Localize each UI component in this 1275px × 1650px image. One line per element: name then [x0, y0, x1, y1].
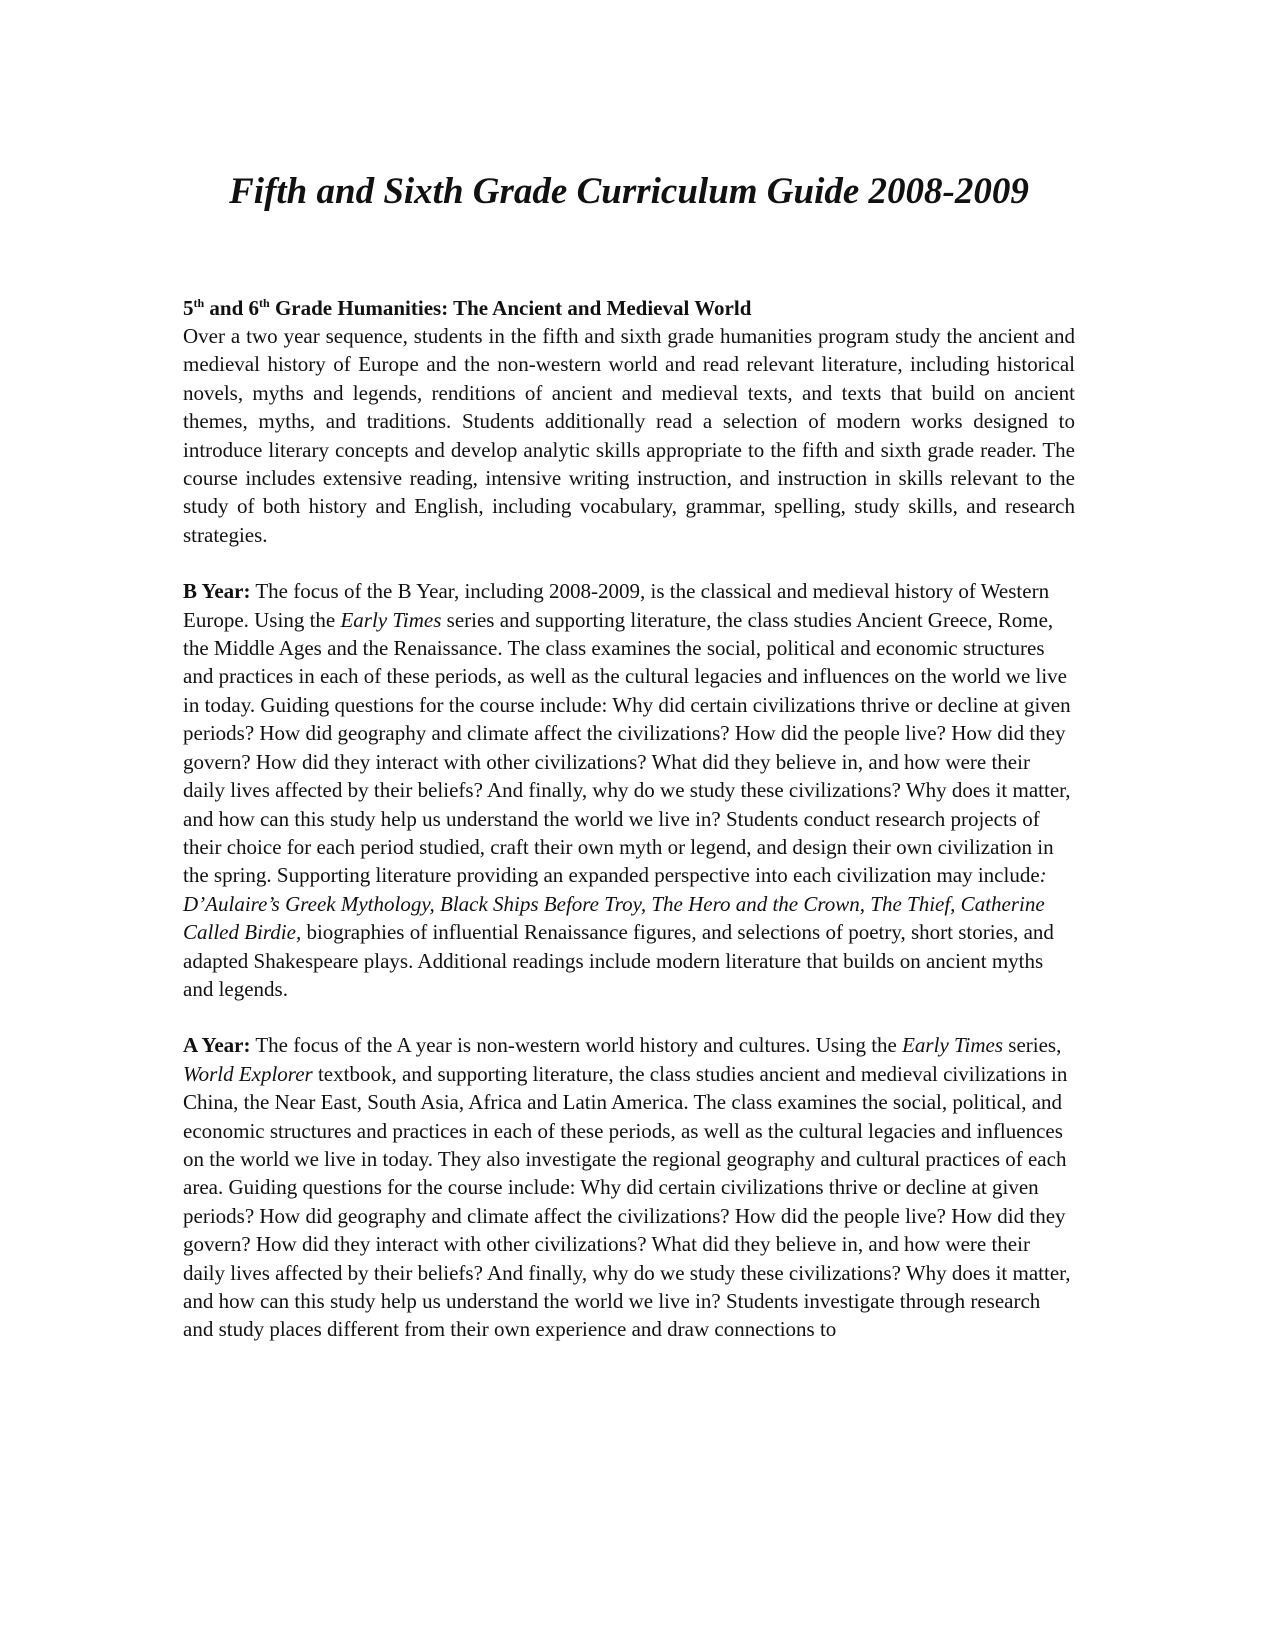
- b-year-text-2: series and supporting literature, the class studies Ancient Greece, Rome, the Middle Ages and the Renaissance. The class examines the social, political and economic structures and practices in each of these periods, as well as the cultural legacies and influences on the world we live in today. Guiding questions for the course include: Why did certain civilizations thrive or decline at given periods? How did geography and climate affect the civilizations? How did the people live? How did they govern? How did they interact with other civilizations? What did they believe in, and how were their daily lives affected by their beliefs? And finally, why do we study these civilizations? Why does it matter, and how can this study help us understand the world we live in? Students conduct research projects of their choice for each period studied, craft their own myth or legend, and design their own civilization in the spring. Supporting literature providing an expanded perspective into each civilization may include: [183, 607, 1071, 888]
- b-year-paragraph: [183, 577, 1075, 1003]
- document-page: [183, 168, 1075, 1344]
- b-year-text-3: biographies of influential Renaissance figures, and selections of poetry, short stories, and adapted Shakespeare plays. Additional readings include modern literature that builds on ancient myths and legends.: [183, 920, 1054, 1001]
- document-title: Fifth and Sixth Grade Curriculum Guide 2008-2009: [229, 171, 1029, 212]
- a-year-label: A Year:: [183, 1033, 251, 1058]
- b-year-italic-1: Early Times: [340, 607, 442, 632]
- a-year-text-3: textbook, and supporting literature, the class studies ancient and medieval civilizations in China, the Near East, South Asia, Africa and Latin America. The class examines the social, political, and economic structures and practices in each of these periods, as well as the cultural legacies and influences on the world we live in today. They also investigate the regional geography and cultural practices of each area. Guiding questions for the course include: Why did certain civilizations thrive or decline at given periods? How did geography and climate affect the civilizations? How did the people live? How did they govern? How did they interact with other civilizations? What did they believe in, and how were their daily lives affected by their beliefs? And finally, why do we study these civilizations? Why does it matter, and how can this study help us understand the world we live in? Students investigate through research and study places different from their own experience and draw connections to: [183, 1061, 1071, 1342]
- a-year-paragraph: [183, 1031, 1075, 1343]
- a-year-italic-1: Early Times: [902, 1033, 1004, 1058]
- section-heading: [183, 294, 1075, 322]
- b-year-label: B Year:: [183, 579, 251, 604]
- a-year-italic-2: World Explorer: [183, 1061, 313, 1086]
- heading-grade-five: 5: [183, 296, 194, 320]
- b-year-italic-2: : D’Aulaire’s Greek Mythology, Black Ships Before Troy, The Hero and the Crown, The Thief, Catherine Called Birdie,: [183, 863, 1047, 945]
- b-year-text-1: The focus of the B Year, including 2008-2009, is the classical and medieval history of Western Europe. Using the: [183, 579, 1050, 632]
- a-year-text-2: series,: [1003, 1033, 1062, 1058]
- heading-superscript-2: th: [259, 296, 270, 310]
- heading-superscript-1: th: [193, 296, 205, 310]
- a-year-text-1: The focus of the A year is non-western world history and cultures. Using the: [250, 1033, 903, 1058]
- intro-paragraph: Over a two year sequence, students in the fifth and sixth grade humanities program study the ancient and medieval history of Europe and the non-western world and read relevant literature, including historical novels, myths and legends, renditions of ancient and medieval texts, and texts that build on ancient themes, myths, and traditions. Students additionally read a selection of modern works designed to introduce literary concepts and develop analytic skills appropriate to the fifth and sixth grade reader. The course includes extensive reading, intensive writing instruction, and instruction in skills relevant to the study of both history and English, including vocabulary, grammar, spelling, study skills, and research strategies.: [183, 324, 1075, 547]
- heading-grade-six: and 6: [204, 296, 260, 320]
- heading-title-text: Grade Humanities: The Ancient and Medieval World: [269, 296, 752, 320]
